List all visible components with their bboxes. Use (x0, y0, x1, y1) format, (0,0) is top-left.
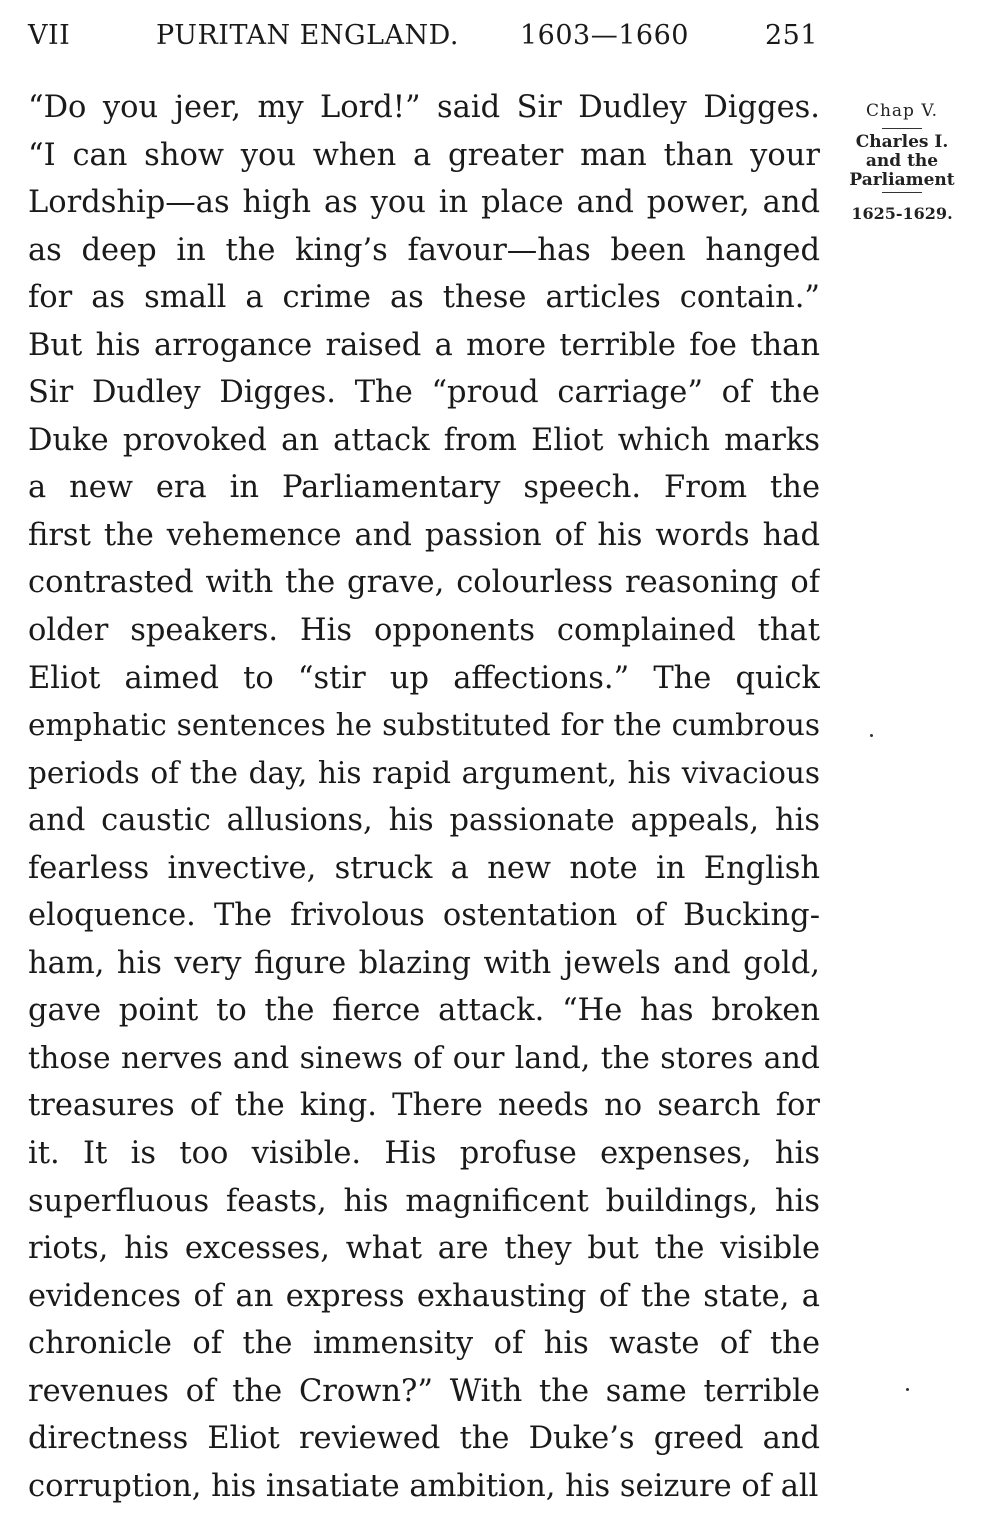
text-line: as deep in the king’s favour—has been hanged (28, 232, 820, 268)
header-book-title: PURITAN ENGLAND. (156, 20, 459, 51)
text-line: older speakers. His opponents complained that (28, 613, 820, 649)
text-line: chronicle of the immensity of his waste of the (28, 1326, 820, 1362)
text-line: contrasted with the grave, colourless reasoning of (28, 565, 820, 601)
text-line: Eliot aimed to “stir up affections.” The quick (28, 660, 820, 696)
text-line: riots, his excesses, what are they but the visible (28, 1231, 820, 1267)
text-line: evidences of an express exhausting of the state, a (28, 1278, 820, 1314)
page-number: 251 (764, 20, 818, 51)
running-header (28, 20, 820, 56)
header-year-range: 1603—1660 (520, 20, 689, 51)
body-text (28, 84, 820, 1510)
print-speck (870, 734, 873, 737)
text-line: eloquence. The frivolous ostentation of Bucking- (28, 898, 820, 934)
text-line: for as small a crime as these articles contain.” (28, 280, 820, 316)
text-line: fearless invective, struck a new note in English (28, 850, 820, 886)
header-chapter-numeral: VII (28, 20, 71, 51)
text-line: those nerves and sinews of our land, the stores and (28, 1040, 820, 1076)
sidenote-rule (882, 128, 922, 129)
sidenote-chapter: Chap V. (865, 101, 939, 121)
margin-sidenote (832, 96, 972, 231)
text-line: ham, his very figure blazing with jewels and gold, (28, 945, 820, 981)
text-line: revenues of the Crown?” With the same terrible (28, 1373, 820, 1409)
text-line: and caustic allusions, his passionate appeals, his (28, 803, 820, 839)
text-line: first the vehemence and passion of his words had (28, 517, 820, 553)
text-line: emphatic sentences he substituted for the cumbrous (28, 708, 820, 743)
text-line: Sir Dudley Digges. The “proud carriage” of the (28, 375, 820, 411)
text-line: treasures of the king. There needs no search for (28, 1088, 820, 1124)
text-line: a new era in Parliamentary speech. From the (28, 470, 820, 506)
text-line: Duke provoked an attack from Eliot which marks (28, 422, 820, 458)
text-line: superfluous feasts, his magnificent buildings, his (28, 1183, 820, 1219)
text-line: directness Eliot reviewed the Duke’s greed and (28, 1421, 820, 1457)
print-speck (906, 1388, 909, 1391)
sidenote-dates: 1625-1629. (851, 204, 953, 223)
text-line: it. It is too visible. His profuse expenses, his (28, 1136, 820, 1172)
sidenote-subject-line1: Charles I. (855, 132, 949, 152)
text-line: periods of the day, his rapid argument, his vivacious (28, 755, 820, 790)
text-line: gave point to the fierce attack. “He has broken (28, 993, 820, 1029)
sidenote-subject-line2: and the (865, 151, 939, 171)
sidenote-subject-line3: Parliament (849, 170, 955, 190)
text-line: corruption, his insatiate ambition, his seizure of all (28, 1468, 819, 1504)
sidenote-rule (882, 192, 922, 193)
text-line: “I can show you when a greater man than your (28, 137, 820, 173)
text-line: But his arrogance raised a more terrible foe than (28, 327, 820, 363)
text-line: “Do you jeer, my Lord!” said Sir Dudley Digges. (28, 90, 820, 125)
text-line: Lordship—as high as you in place and power, and (28, 185, 820, 221)
